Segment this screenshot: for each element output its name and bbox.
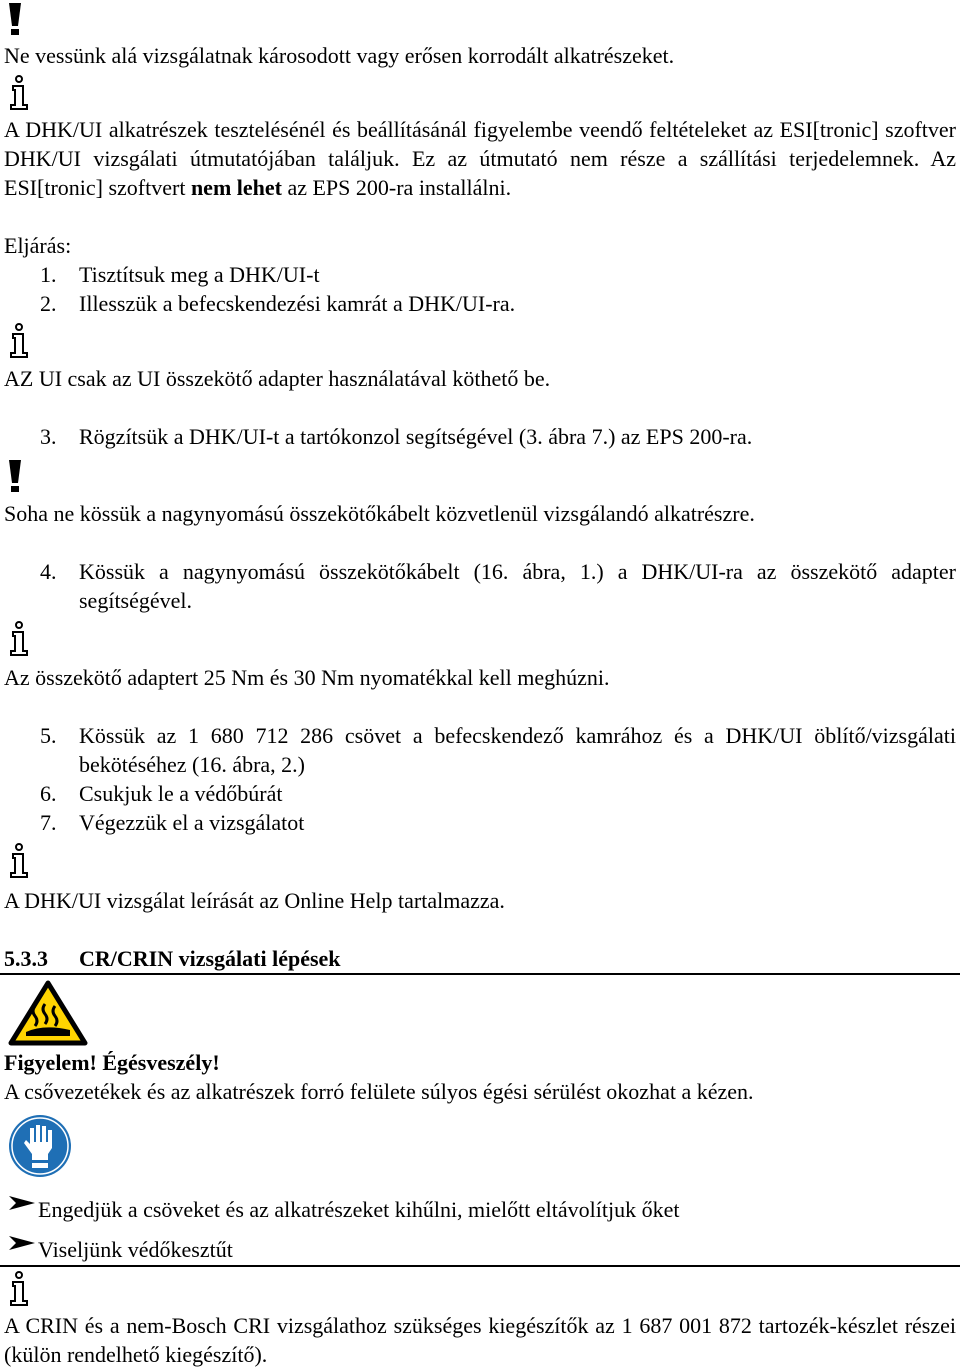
step-text: Illesszük a befecskendezési kamrát a DHK/UI-ra. xyxy=(79,291,516,316)
hot-surface-warning-icon xyxy=(8,980,88,1046)
step-text: Kössük a nagynyomású összekötőkábelt (16. ábra, 1.) a DHK/UI-ra az összekötő adapter segítségével. xyxy=(79,559,956,613)
arrow-bullet-icon xyxy=(8,1194,36,1212)
step-text: Csukjuk le a védőbúrát xyxy=(79,781,283,806)
note-adapter: AZ UI csak az UI összekötő adapter használatával köthető be. xyxy=(4,366,551,391)
info-note-icon xyxy=(8,1271,30,1307)
info-note-icon xyxy=(8,843,30,879)
step-text: Kössük az 1 680 712 286 csövet a befecskendező kamrához és a DHK/UI öblítő/vizsgálati bekötéséhez (16. ábra, 2.) xyxy=(79,723,956,777)
note-torque: Az összekötő adaptert 25 Nm és 30 Nm nyomatékkal kell meghúzni. xyxy=(4,665,610,690)
info-note-icon xyxy=(8,323,30,359)
step-text: Rögzítsük a DHK/UI-t a tartókonzol segítségével (3. ábra 7.) az EPS 200-ra. xyxy=(79,424,753,449)
info-note-icon xyxy=(8,621,30,657)
info-note-icon xyxy=(8,75,30,111)
caution-text: A csővezetékek és az alkatrészek forró felülete súlyos égési sérülést okozhat a kézen. xyxy=(4,1079,754,1104)
note-online-help: A DHK/UI vizsgálat leírását az Online Help tartalmazza. xyxy=(4,888,505,913)
section-title: CR/CRIN vizsgálati lépések xyxy=(79,946,341,971)
section-rule xyxy=(0,973,960,975)
step-number: 2. xyxy=(40,291,57,316)
conditions-text-2: az EPS 200-ra installálni. xyxy=(281,175,512,200)
bullet-rule xyxy=(0,1265,960,1267)
step-number: 6. xyxy=(40,781,57,806)
warning-cable: Soha ne kössük a nagynyomású összekötőkábelt közvetlenül vizsgálandó alkatrészre. xyxy=(4,501,755,526)
procedure-label: Eljárás: xyxy=(4,233,72,258)
exclamation-icon xyxy=(6,2,24,36)
conditions-bold: nem lehet xyxy=(190,175,282,200)
protective-gloves-icon xyxy=(8,1114,72,1178)
step-number: 1. xyxy=(40,262,57,287)
step-number: 5. xyxy=(40,723,57,748)
arrow-bullet-icon xyxy=(8,1234,36,1252)
step-text: Tisztítsuk meg a DHK/UI-t xyxy=(79,262,320,287)
conditions-paragraph xyxy=(4,115,956,202)
step-number: 4. xyxy=(40,559,57,584)
bullet-text: Engedjük a csöveket és az alkatrészeket kihűlni, mielőtt eltávolítjuk őket xyxy=(38,1197,680,1222)
step-text: Végezzük el a vizsgálatot xyxy=(79,810,305,835)
exclamation-icon xyxy=(6,459,24,493)
section-number: 5.3.3 xyxy=(4,946,48,971)
warning-no-damaged-parts: Ne vessünk alá vizsgálatnak károsodott vagy erősen korrodált alkatrészeket. xyxy=(4,43,675,68)
note-crin-accessories: A CRIN és a nem-Bosch CRI vizsgálathoz szükséges kiegészítők az 1 687 001 872 tartozék-készlet részei (külön rendelhető kiegészítő). xyxy=(4,1313,956,1367)
bullet-text: Viseljünk védőkesztűt xyxy=(38,1237,233,1262)
step-number: 3. xyxy=(40,424,57,449)
caution-title: Figyelem! Égésveszély! xyxy=(4,1050,220,1075)
step-number: 7. xyxy=(40,810,57,835)
conditions-text-1: A DHK/UI alkatrészek tesztelésénél és beállításánál figyelembe veendő feltételeket az ESI[tronic] szoftver DHK/UI vizsgálati útmutatójában találjuk. Ez az útmutató nem része a szállítási terjedelemnek. Az ESI[tronic] szoftvert xyxy=(4,117,956,200)
